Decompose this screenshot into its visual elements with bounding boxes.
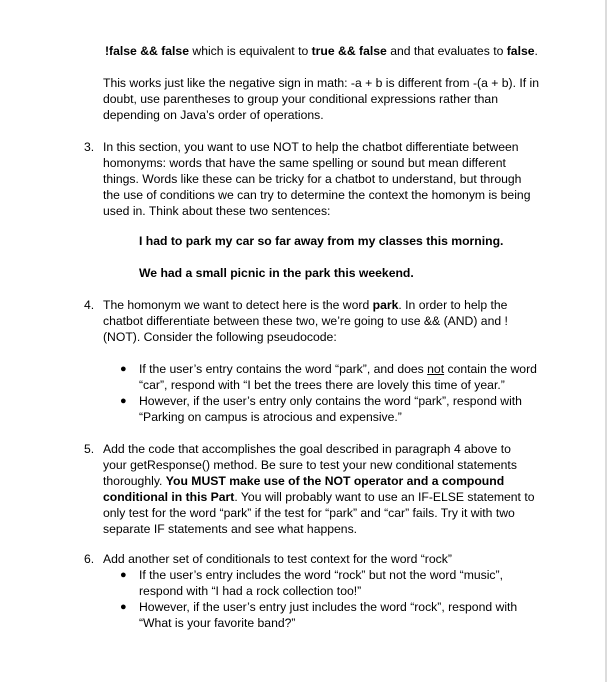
item-4-bullet-1-c: contain the word “car”, respond with “I bet the trees there are lovely this time of year.” [139, 362, 537, 392]
bullet-icon: ● [120, 363, 127, 375]
expression-bold-2: true && false [311, 44, 387, 58]
expression-bold-1: !false && false [105, 44, 189, 58]
item-4-bullet-1-a: If the user’s entry contains the word “park”, and does [139, 362, 428, 376]
item-5-text-c: . You will probably want to use an IF-ELSE statement to only test for the word “park” if the test for “park” and “car” fails. Try it with two separate IF statements and see what happens. [103, 490, 535, 536]
item-4-keyword: park [372, 298, 399, 312]
item-4-text [103, 297, 513, 345]
example-sentence-2: We had a small picnic in the park this weekend. [139, 266, 414, 280]
bullet-icon: ● [120, 601, 127, 613]
expression-text-3: . [534, 44, 538, 58]
item-4-bullet-2: However, if the user’s entry only contains the word “park”, respond with “Parking on campus is atrocious and expensive.” [139, 394, 522, 424]
item-6-number: 6. [84, 552, 95, 566]
item-6-bullet-1: If the user’s entry includes the word “rock” but not the word “music”, respond with “I had a rock collection too!” [139, 568, 503, 598]
item-5-number: 5. [84, 442, 95, 456]
expression-text-2: and that evaluates to [386, 44, 507, 58]
item-4-text-c: . In order to help the chatbot differentiate between these two, we’re going to use && (AND) and ! (NOT). Consider the following pseudocode: [103, 298, 508, 344]
item-6-bullet-2: However, if the user’s entry just includes the word “rock”, respond with “What is your favorite band?” [139, 600, 518, 630]
expression-bold-3: false [506, 44, 535, 58]
item-4-number: 4. [84, 298, 95, 312]
bullet-icon: ● [120, 569, 127, 581]
expression-text-1: which is equivalent to [189, 44, 312, 58]
item-3-text: In this section, you want to use NOT to help the chatbot differentiate between homonyms: words that have the same spelling or sound but mean different things. Words like these can be tricky for a chatbot to understand, but through the use of conditions we can try to determine the context the homonym is being used in. Think about these two sentences: [103, 140, 531, 218]
item-5-text [103, 441, 537, 537]
item-5-text-a: Add the code that accomplishes the goal described in paragraph 4 above to your getResponse() method. Be sure to test your new conditional statements thoroughly. [103, 442, 517, 488]
expression-line [105, 43, 565, 59]
item-4-bullet-1-underlined: not [427, 362, 445, 376]
negative-sign-paragraph: This works just like the negative sign in math: -a + b is different from -(a + b). If in doubt, use parentheses to group your conditional expressions rather than depending on Java’s order of operations. [103, 76, 540, 122]
item-3-number: 3. [84, 140, 95, 154]
item-5-bold: You MUST make use of the NOT operator and a compound conditional in this Part [103, 474, 505, 504]
item-6-text: Add another set of conditionals to test context for the word “rock” [103, 552, 452, 566]
bullet-icon: ● [120, 395, 127, 407]
example-sentence-1: I had to park my car so far away from my classes this morning. [139, 234, 504, 248]
item-4-bullet-1 [139, 361, 541, 393]
item-4-text-a: The homonym we want to detect here is the word [103, 298, 373, 312]
